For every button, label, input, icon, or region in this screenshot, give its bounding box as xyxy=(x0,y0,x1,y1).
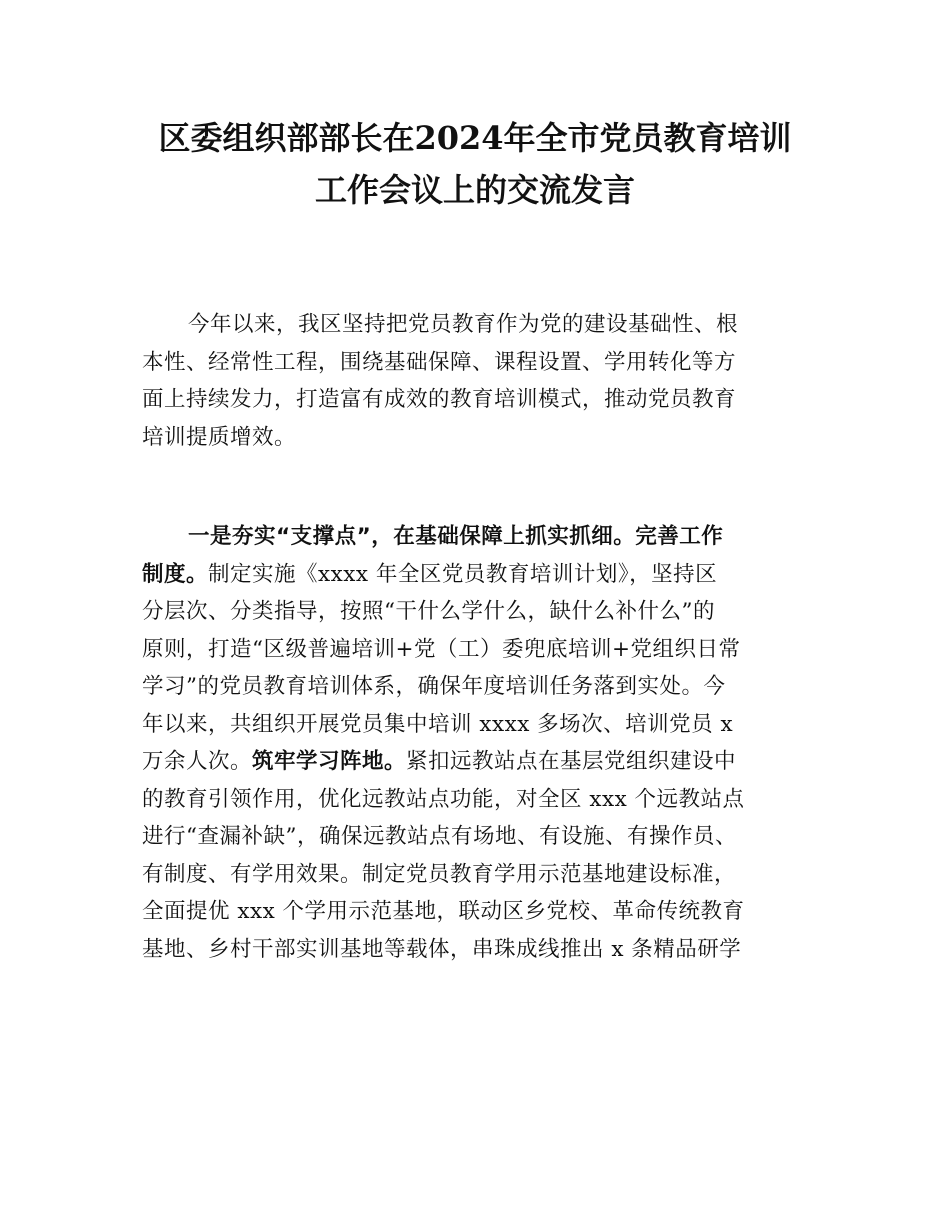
section-1-paragraph xyxy=(142,518,827,968)
subsection-title: 完善工作 xyxy=(635,524,724,549)
paragraph-line xyxy=(142,743,827,781)
paragraph-line: 的教育引领作用，优化远教站点功能，对全区 xxx 个远教站点 xyxy=(142,786,745,812)
paragraph-line: 分层次、分类指导，按照“干什么学什么，缺什么补什么”的 xyxy=(142,599,715,624)
title-line-2: 工作会议上的交流发言 xyxy=(314,171,635,209)
paragraph-line: 有制度、有学用效果。制定党员教育学用示范基地建设标准， xyxy=(142,861,737,887)
paragraph-line: 年以来，共组织开展党员集中培训 xxxx 多场次、培训党员 x xyxy=(142,711,734,737)
paragraph-line: 基地、乡村干部实训基地等载体，串珠成线推出 x 条精品研学 xyxy=(142,936,742,962)
section-heading: 一是夯实“支撑点”，在基础保障上抓实抓细。 xyxy=(188,524,636,549)
document-title xyxy=(100,112,850,216)
intro-paragraph xyxy=(142,306,827,456)
paragraph-line: 今年以来，我区坚持把党员教育作为党的建设基础性、根 xyxy=(188,312,739,337)
paragraph-line: 原则，打造“区级普遍培训+党（工）委兜底培训+党组织日常 xyxy=(142,636,741,662)
paragraph-line: 培训提质增效。 xyxy=(142,424,297,450)
paragraph-line: 学习”的党员教育培训体系，确保年度培训任务落到实处。今 xyxy=(142,674,726,699)
paragraph-line: 面上持续发力，打造富有成效的教育培训模式，推动党员教育 xyxy=(142,387,737,412)
paragraph-line xyxy=(142,518,827,556)
paragraph-line: 本性、经常性工程，围绕基础保障、课程设置、学用转化等方 xyxy=(142,349,737,375)
paragraph-line xyxy=(142,556,827,594)
paragraph-text: 制定实施《xxxx 年全区党员教育培训计划》，坚持区 xyxy=(208,561,718,587)
paragraph-text: 紧扣远教站点在基层党组织建设中 xyxy=(406,749,737,774)
paragraph-line: 进行“查漏补缺”，确保远教站点有场地、有设施、有操作员、 xyxy=(142,824,737,849)
paragraph-line: 全面提优 xxx 个学用示范基地，联动区乡党校、革命传统教育 xyxy=(142,899,745,924)
subsection-title: 制度。 xyxy=(142,561,209,587)
subsection-title: 筑牢学习阵地。 xyxy=(252,749,407,774)
title-line-1: 区委组织部部长在2024年全市党员教育培训 xyxy=(158,119,792,157)
paragraph-text: 万余人次。 xyxy=(142,749,253,774)
